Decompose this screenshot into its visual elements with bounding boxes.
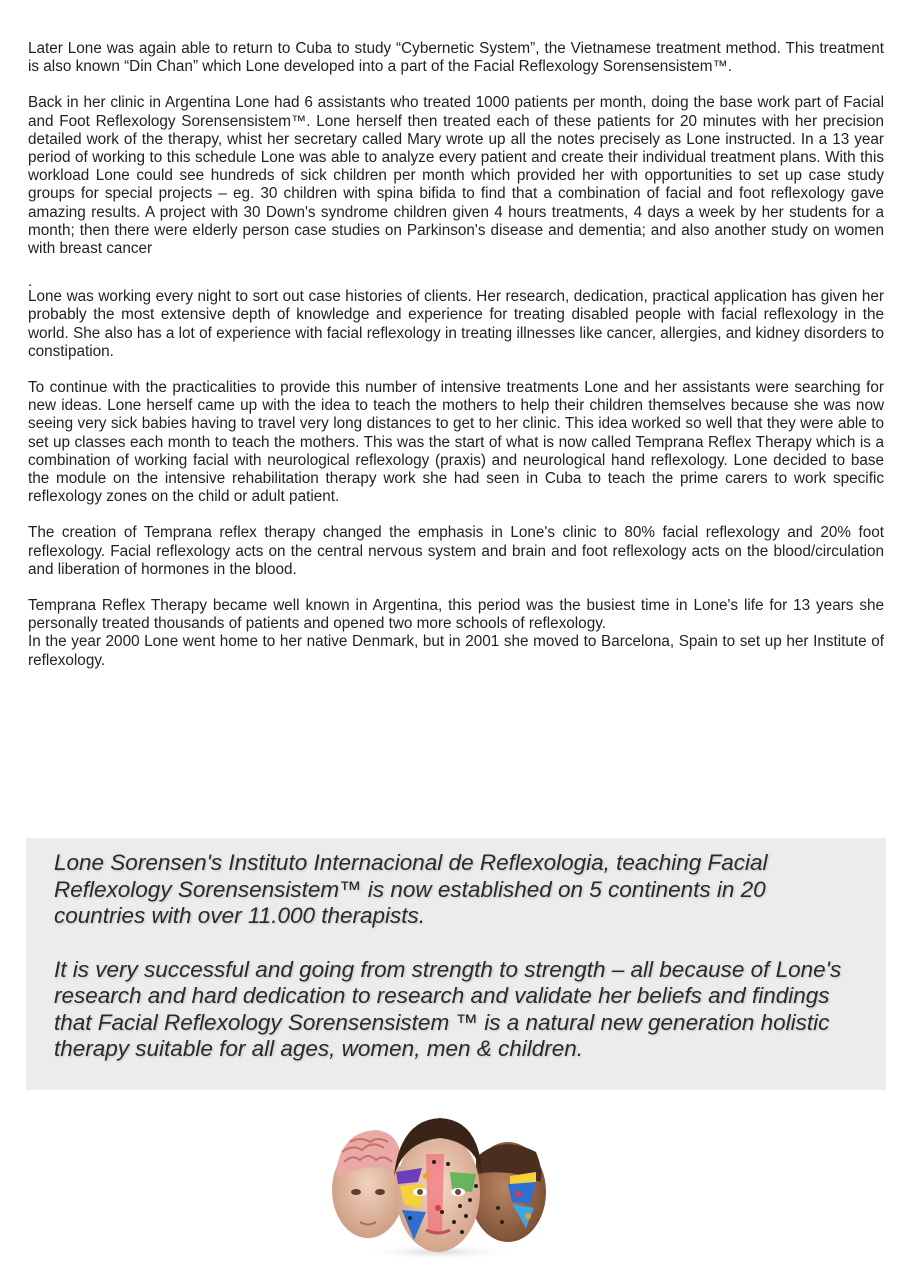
quote-success: It is very successful and going from strength to strength – all because of Lone's research and hard dedication to research and validate her beliefs and findings that Facial Reflexology Sorensensistem ™ is a natural new generation holistic therapy suitable for all ages, women, men & children. <box>54 956 842 1061</box>
article-body <box>28 40 884 670</box>
paragraph-temprana-known: Temprana Reflex Therapy became well known in Argentina, this period was the busiest time in Lone's life for 13 years she personally treated thousands of patients and opened two more schools of reflexology. <box>28 597 884 633</box>
highlight-quote-box <box>26 838 886 1090</box>
paragraph-argentina-clinic: Back in her clinic in Argentina Lone had 6 assistants who treated 1000 patients per month, doing the base work part of Facial and Foot Reflexology Sorensensistem™. Lone herself then treated each of these patients for 20 minutes with her precision detailed work of the therapy, whist her secretary called Mary wrote up all the notes precisely as Lone instructed. In a 13 year period of working to this schedule Lone was able to analyze every patient and create their individual treatment plans. With this workload Lone could see hundreds of sick children per month which provided her with opportunities to set up case study groups for special projects – eg. 30 children with spina bifida to find that a combination of facial and foot reflexology gave amazing results. A project with 30 Down's syndrome children given 4 hours treatments, 4 days a week by her students for a month; then there were elderly person case studies on Parkinson's disease and dementia; and also another study on women with breast cancer <box>28 94 884 258</box>
paragraph-emphasis: The creation of Temprana reflex therapy changed the emphasis in Lone's clinic to 80% facial reflexology and 20% foot reflexology. Facial reflexology acts on the central nervous system and brain and foot reflexology acts on the blood/circulation and liberation of hormones in the blood. <box>28 524 884 578</box>
center-woman-face <box>394 1118 482 1252</box>
left-child-face <box>332 1130 404 1238</box>
paragraph-research: Lone was working every night to sort out case histories of clients. Her research, dedication, practical application has given her probably the most extensive depth of knowledge and experience for treating disabled people with facial reflexology in the world. She also has a lot of experience with facial reflexology in treating illnesses like cancer, allergies, and kidney disorders to constipation. <box>28 288 884 360</box>
paragraph-temprana-origin: To continue with the practicalities to provide this number of intensive treatments Lone and her assistants were searching for new ideas. Lone herself came up with the idea to teach the mothers to help their children themselves because she was now seeing very sick babies having to travel very long distances to get to her clinic. This idea worked so well that they were able to set up classes each month to teach the mothers. This was the start of what is now called Temprana Reflex Therapy which is a combination of working facial with neurological reflexology (praxis) and neurological hand reflexology. Lone decided to base the module on the intensive rehabilitation therapy work she had seen in Cuba to teach the prime carers to work specific reflexology zones on the child or adult patient. <box>28 379 884 506</box>
right-child-face <box>470 1142 546 1242</box>
paragraph-barcelona: In the year 2000 Lone went home to her native Denmark, but in 2001 she moved to Barcelona, Spain to set up her Institute of reflexology. <box>28 633 884 669</box>
paragraph-dot: . <box>28 273 33 291</box>
reflexology-faces-illustration <box>330 1112 550 1262</box>
quote-institute: Lone Sorensen's Instituto Internacional de Reflexologia, teaching Facial Reflexology Sorensensistem™ is now established on 5 continents in 20 countries with over 11.000 therapists. <box>54 850 768 928</box>
paragraph-cuba: Later Lone was again able to return to Cuba to study “Cybernetic System”, the Vietnamese treatment method. This treatment is also known “Din Chan” which Lone developed into a part of the Facial Reflexology Sorensensistem™. <box>28 40 884 76</box>
